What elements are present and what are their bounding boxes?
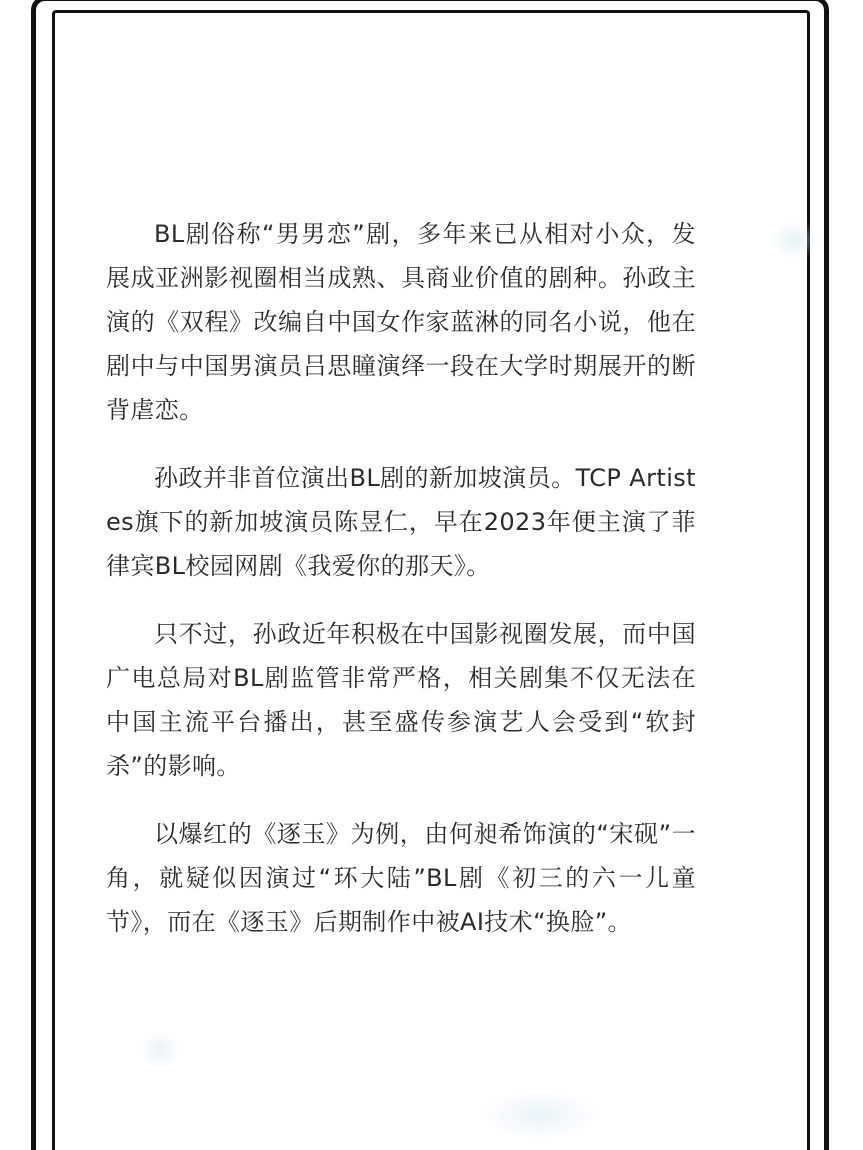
paragraph-3: 只不过，孙政近年积极在中国影视圈发展，而中国广电总局对BL剧监管非常严格，相关剧集不仅无法在中国主流平台播出，甚至盛传参演艺人会受到“软封杀”的影响。 <box>106 620 696 780</box>
scan-smudge-left <box>140 1030 180 1070</box>
article-body <box>106 212 696 968</box>
paragraph-2: 孙政并非首位演出BL剧的新加坡演员。TCP Artistes旗下的新加坡演员陈昱仁，早在2023年便主演了菲律宾BL校园网剧《我爱你的那天》。 <box>106 464 696 580</box>
scan-smudge-bottom <box>480 1090 600 1140</box>
paragraph-4: 以爆红的《逐玉》为例，由何昶希饰演的“宋砚”一角，就疑似因演过“环大陆”BL剧《初三的六一儿童节》，而在《逐玉》后期制作中被AI技术“换脸”。 <box>106 820 696 936</box>
paragraph-1: BL剧俗称“男男恋”剧，多年来已从相对小众，发展成亚洲影视圈相当成熟、具商业价值的剧种。孙政主演的《双程》改编自中国女作家蓝淋的同名小说，他在剧中与中国男演员吕思瞳演绎一段在大学时期展开的断背虐恋。 <box>106 220 696 424</box>
scan-smudge-right <box>770 220 820 260</box>
